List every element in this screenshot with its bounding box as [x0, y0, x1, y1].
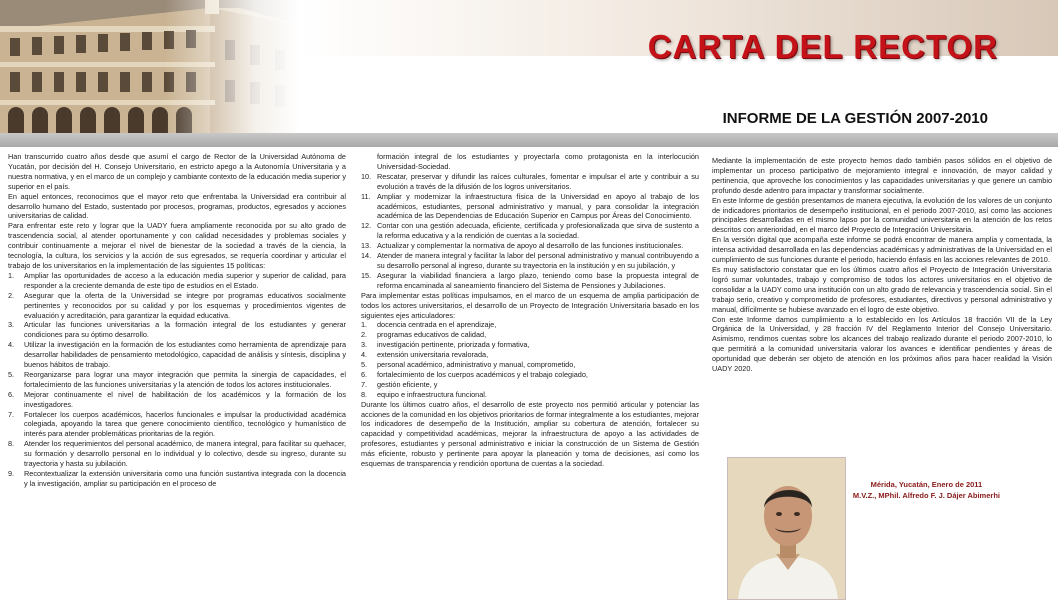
list-item: 12. Contar con una gestión adecuada, eficiente, certificada y profesionalizada que sirva de sustento a la reforma educativa y a la rendición de cuentas a la sociedad.: [361, 221, 699, 241]
paragraph: Mediante la implementación de este proyecto hemos dado también pasos sólidos en el objetivo de implementar un proceso participativo de mejoramiento integral e innovación, de mayor calidad y pertinencia, que aproveche los conocimientos y las capacidades universitarias y que genere un cambio profundo desde adentro para impactar y transformar socialmente.: [712, 156, 1052, 195]
list-item: 10. Rescatar, preservar y difundir las raíces culturales, fomentar e impulsar el arte y contribuir a su evolución a través de la difusión de los logros universitarios.: [361, 171, 699, 191]
list-item: 7. Fortalecer los cuerpos académicos, hacerlos funcionales e impulsar la productividad académica colegiada, apoyando la tarea que genere conocimiento científico, tecnológico y humanístico de interés para atender problemáticas prioritarias de la región.: [8, 409, 346, 439]
list-item: 3. investigación pertinente, priorizada y formativa,: [361, 340, 530, 350]
list-item: 14. Atender de manera integral y facilitar la labor del personal administrativo y manual contribuyendo a su desarrollo personal al ingreso, durante su trayectoria en la institución y en su jubilación, y: [361, 251, 699, 270]
list-item: 4. extensión universitaria revalorada,: [361, 350, 489, 360]
paragraph: Durante los últimos cuatro años, el desarrollo de este proyecto nos permitió articular y potenciar las acciones de la comunidad en los objetivos prioritarios de formar integralmente a los estudiantes, mejorar los indicadores de desempeño de la Institución, ampliar su cobertura de atención, fortalecer su capacidad y competitividad académicas, mejorar la infraestructura de apoyo a las actividades de profesores, estudiantes y personal administrativo e iniciar la construcción de un Sistema de Gestión más eficiente, robusto y pertinente para apoyar la planeación y toma de decisiones, así como los esquemas de transparencia y rendición oportuna de cuentas a la sociedad.: [361, 399, 699, 469]
list-item: 1. docencia centrada en el aprendizaje,: [361, 320, 497, 330]
paragraph: Para implementar estas políticas impulsamos, en el marco de un esquema de amplia participación de todos los actores universitarios, el desarrollo de un Proyecto de Integración Universitaria basado en los siguientes ejes articuladores:: [361, 290, 699, 320]
text-column-3: [712, 156, 1052, 449]
list-item: 7. gestión eficiente, y: [361, 379, 438, 389]
list-item: 11. Ampliar y modernizar la infraestructura física de la Universidad en apoyo al trabajo de los académicos, estudiantes, personal administrativo y manual, y para consolidar la integración académica de las Dependencias de Educación Superior en Campus por Áreas del Conocimiento.: [361, 191, 699, 221]
header-building-photo: [0, 0, 300, 145]
list-item: 13. Actualizar y complementar la normativa de apoyo al desarrollo de las funciones institucionales.: [361, 241, 684, 251]
list-item: 3. Articular las funciones universitarias a la formación integral de los estudiantes y generar condiciones para su óptimo desarrollo.: [8, 320, 346, 340]
list-item: 9. Recontextualizar la extensión universitaria como una función sustantiva integrada con la docencia y la investigación, ampliar su participación en el proceso de: [8, 469, 346, 488]
paragraph: En la versión digital que acompaña este informe se podrá encontrar de manera amplia y comentada, la intensa actividad desarrollada en las dependencias académicas y administrativas de la Universidad en el cumplimiento de sus funciones durante el periodo, haciendo énfasis en las acciones relevantes de 2010.: [712, 235, 1052, 265]
list-item: 5. Reorganizarse para lograr una mayor integración que permita la sinergia de capacidades, el fortalecimiento de las funciones universitarias y la atención de todos los actores institucionales.: [8, 369, 346, 389]
paragraph: Para enfrentar este reto y lograr que la UADY fuera ampliamente reconocida por su alto grado de trascendencia social, al atender oportunamente y con calidad necesidades y problemas sociales y contribuir continuamente a mejorar el nivel de bienestar de la sociedad a través de la ciencia, la tecnología, la cultura, los servicios y la acción de sus egresados, se requería coordinar y articular el trabajo de los universitarios en la implementación de las siguientes 15 políticas:: [8, 221, 346, 270]
policies-list-continued: [361, 172, 699, 291]
paragraph: En aquel entonces, reconocimos que el mayor reto que enfrentaba la Universidad era contribuir al desarrollo humano del Estado, sustentado por procesos, programas, productos, egresados y acciones universitarias de calidad.: [8, 191, 346, 221]
header-divider: [0, 133, 1058, 147]
list-item: 15. Asegurar la viabilidad financiera a largo plazo, teniendo como base la propuesta integral de reforma encaminada al saneamiento financiero del Sistema de Pensiones y Jubilaciones.: [361, 270, 699, 290]
rector-portrait-illustration: [728, 458, 846, 600]
paragraph: Han transcurrido cuatro años desde que asumí el cargo de Rector de la Universidad Autónoma de Yucatán, por decisión del H. Consejo Universitario, en estricto apego a la Autonomía Universitaria y a nuestra normativa, y en el marco de un complejo y cambiante contexto de la educación media superior y superior en el país.: [8, 152, 346, 191]
paragraph: Con este Informe damos cumplimiento a lo establecido en los Artículos 18 fracción VII de la Ley Orgánica de la Universidad, y 28 fracción IV del Reglamento Interior del Consejo Universitario. Asimismo, rendimos cuentas sobre los alcances del trabajo realizado durante el periodo 2007-2010, lo que permitirá a la comunidad universitaria valorar los avances e identificar pendientes y áreas de oportunidad que deberán ser objeto de atención en los próximos años para hacer realidad la Visión UADY 2020.: [712, 314, 1052, 374]
rector-portrait: [727, 457, 846, 600]
text-column-2: [361, 152, 699, 598]
policies-list: [8, 271, 346, 489]
paragraph: Es muy satisfactorio constatar que en los últimos cuatro años el Proyecto de Integración Universitaria logró sumar voluntades, trabajo y compromiso de todos los actores universitarios en el objetivo de consolidar a la UADY como una institución con un alto grado de relevancia y trascendencia social. Sin el trabajo serio, creativo y comprometido de profesores, estudiantes, directivos y personal administrativo y manual, difícilmente se hubiese avanzado en el logro de este objetivo.: [712, 264, 1052, 314]
list-item: 8. Atender los requerimientos del personal académico, de manera integral, para facilitar su quehacer, su formación y desarrollo personal en lo individual y lo colectivo, desde su ingreso, durante su trayectoria y hasta su jubilación.: [8, 439, 346, 469]
list-item: 1. Ampliar las oportunidades de acceso a la educación media superior y superior de calidad, para responder a la creciente demanda de este tipo de estudios en el Estado.: [8, 270, 346, 290]
list-continuation: formación integral de los estudiantes y proyectarla como protagonista en la interlocución Universidad-Sociedad.: [377, 152, 699, 171]
paragraph: En este Informe de gestión presentamos de manera ejecutiva, la evolución de los valores de un conjunto de indicadores prioritarios de desempeño institucional, en el periodo 2007-2010, así como las acciones principales desarrolladas en el mismo lapso por la comunidad universitaria en la atención de los retos descritos con anterioridad, en el marco del Proyecto de Integración Universitaria.: [712, 195, 1052, 235]
list-item: 8. equipo e infraestructura funcional.: [361, 389, 487, 399]
list-item: 6. Mejorar continuamente el nivel de habilitación de los académicos y la formación de los investigadores.: [8, 389, 346, 409]
signature-name: M.V.Z., MPhil. Alfredo F. J. Dájer Abimerhi: [852, 491, 1000, 500]
list-item: 6. fortalecimiento de los cuerpos académicos y el trabajo colegiado,: [361, 369, 588, 379]
axes-list: [361, 320, 699, 399]
list-item: 2. Asegurar que la oferta de la Universidad se integre por programas educativos socialmente pertinentes y reconocidos por su calidad y por los esquemas y procedimientos vigentes de evaluación y acreditación, para garantizar la equidad educativa.: [8, 290, 346, 320]
list-item: 4. Utilizar la investigación en la formación de los estudiantes como herramienta de aprendizaje para desarrollar habilidades de pensamiento metodológico, capacidad de análisis y síntesis, disciplina y buenos hábitos de trabajo.: [8, 340, 346, 370]
list-item: 2. programas educativos de calidad,: [361, 330, 487, 340]
list-item: 5. personal académico, administrativo y manual, comprometido,: [361, 360, 576, 370]
signature-block: [853, 479, 1000, 501]
text-column-1: [8, 152, 346, 598]
page-title: CARTA DEL RECTOR: [647, 28, 998, 65]
signature-place-date: Mérida, Yucatán, Enero de 2011: [870, 480, 983, 489]
report-subtitle: INFORME DE LA GESTIÓN 2007-2010: [722, 110, 988, 127]
header-photo-fade: [0, 0, 300, 145]
